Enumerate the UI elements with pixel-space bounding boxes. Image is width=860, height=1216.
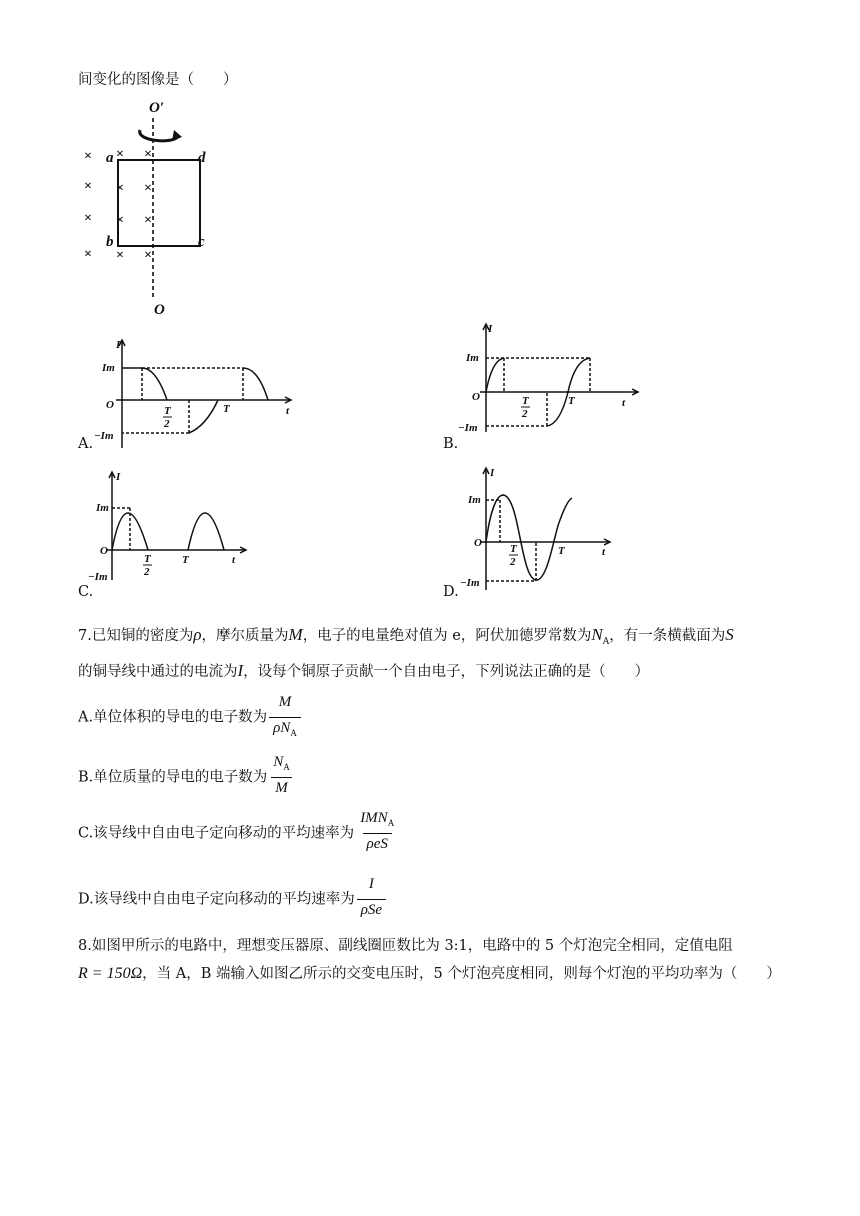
q7-option-d: D.该导线中自由电子定向移动的平均速率为 $\frac{I}{\text{ρSe}}$ xyxy=(78,874,386,925)
graph-option-b xyxy=(450,320,650,435)
svg-text:T: T xyxy=(223,403,230,415)
svg-text:−Im: −Im xyxy=(460,577,480,589)
svg-text:I: I xyxy=(116,471,121,483)
svg-text:×: × xyxy=(84,179,92,194)
svg-text:t: t xyxy=(622,397,626,409)
coil-rectangle xyxy=(118,160,200,246)
svg-text:Im: Im xyxy=(102,362,115,374)
svg-text:−Im: −Im xyxy=(94,430,114,442)
svg-text:T: T xyxy=(522,395,529,407)
rotating-coil-figure xyxy=(78,92,228,320)
svg-text:t: t xyxy=(232,554,236,566)
option-a-label: A. xyxy=(78,436,94,452)
graph-option-c xyxy=(86,468,266,583)
svg-text:×: × xyxy=(144,181,152,196)
svg-text:I: I xyxy=(488,323,493,335)
svg-text:Im: Im xyxy=(96,502,109,514)
svg-text:I: I xyxy=(490,467,495,479)
svg-text:×: × xyxy=(116,213,124,228)
corner-d-label: d xyxy=(198,150,206,166)
q7-option-a: A.单位体积的导电的电子数为 $\frac{M}{\rho N_A}$ xyxy=(78,692,301,743)
svg-text:×: × xyxy=(84,211,92,226)
svg-text:T: T xyxy=(182,554,189,566)
svg-text:×: × xyxy=(116,147,124,162)
svg-text:×: × xyxy=(84,149,92,164)
svg-text:×: × xyxy=(144,213,152,228)
svg-text:−Im: −Im xyxy=(458,422,478,434)
axis-bottom-label: O xyxy=(154,302,165,318)
svg-text:t: t xyxy=(602,546,606,558)
option-c-label: C. xyxy=(78,584,94,600)
q7-option-b: B.单位质量的导电的电子数为 $\frac{N_A}{M}$ xyxy=(78,752,294,803)
svg-text:T: T xyxy=(568,395,575,407)
corner-a-label: a xyxy=(106,150,114,166)
corner-c-label: c xyxy=(198,234,205,250)
svg-text:×: × xyxy=(144,147,152,162)
question-7-line-2: 的铜导线中通过的电流为I，设每个铜原子贡献一个自由电子，下列说法正确的是（ ） xyxy=(78,661,650,680)
svg-text:O: O xyxy=(472,391,480,403)
question-8-line-1: 8.如图甲所示的电路中，理想变压器原、副线圈匝数比为 3:1，电路中的 5 个灯泡完全相同，定值电阻 xyxy=(78,938,733,954)
svg-text:I: I xyxy=(116,339,121,351)
svg-text:Im: Im xyxy=(468,494,481,506)
option-b-label: B. xyxy=(443,436,459,452)
question-7-line-1: 7.已知铜的密度为ρ，摩尔质量为M，电子的电量绝对值为 e，阿伏加德罗常数为$N_A$，有一条横截面为S xyxy=(78,625,734,647)
axis-top-label: O′ xyxy=(149,100,165,116)
svg-text:×: × xyxy=(116,181,124,196)
svg-text:2: 2 xyxy=(522,408,528,420)
svg-text:×: × xyxy=(116,248,124,263)
question-8-line-2: R = 150Ω，当 A，B 端输入如图乙所示的交变电压时，5 个灯泡亮度相同，则每个灯泡的平均功率为（ ） xyxy=(78,965,781,982)
q7-option-c: C.该导线中自由电子定向移动的平均速率为 $\frac{IMN_A}{\text{ρeS}}$ xyxy=(78,808,398,859)
graph-option-a xyxy=(86,336,326,451)
svg-text:T: T xyxy=(558,545,565,557)
rotation-arrow-icon xyxy=(140,130,178,141)
svg-text:−Im: −Im xyxy=(88,571,108,583)
graph-option-d xyxy=(450,464,630,592)
svg-text:T: T xyxy=(164,405,171,417)
svg-text:O: O xyxy=(106,399,114,411)
svg-text:2: 2 xyxy=(164,418,170,430)
svg-text:Im: Im xyxy=(466,352,479,364)
svg-text:2: 2 xyxy=(510,556,516,568)
svg-text:t: t xyxy=(286,405,290,417)
svg-text:T: T xyxy=(510,543,517,555)
svg-text:2: 2 xyxy=(144,566,150,578)
svg-text:O: O xyxy=(100,545,108,557)
corner-b-label: b xyxy=(106,234,114,250)
option-d-label: D. xyxy=(443,584,459,600)
svg-text:T: T xyxy=(144,553,151,565)
svg-text:×: × xyxy=(144,248,152,263)
svg-text:×: × xyxy=(84,247,92,262)
question-6-tail: 间变化的图像是（ ） xyxy=(78,72,238,88)
svg-text:O: O xyxy=(474,537,482,549)
